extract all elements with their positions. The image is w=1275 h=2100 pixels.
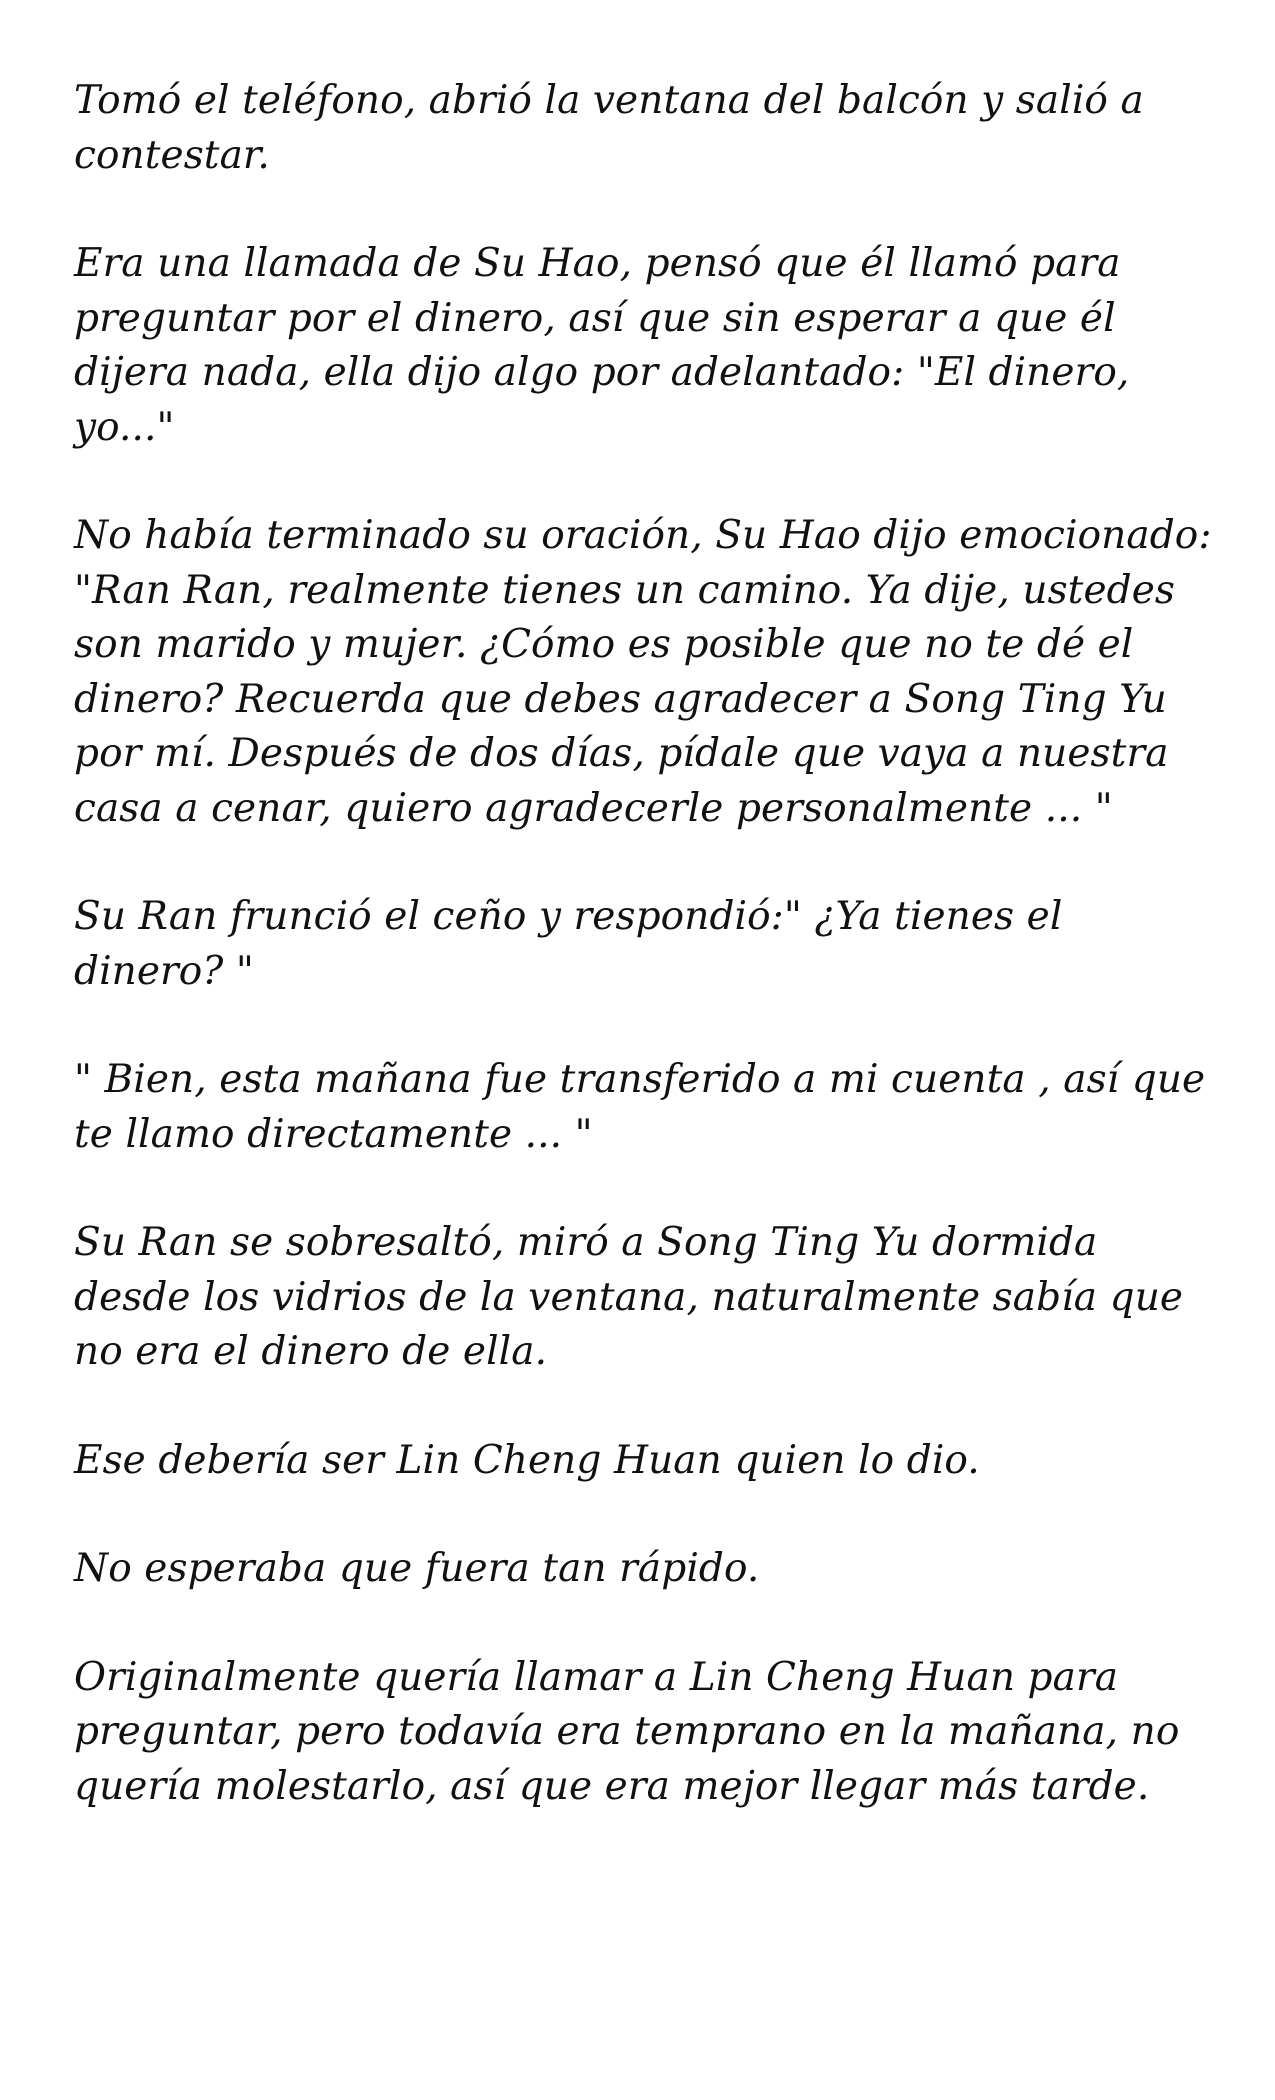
paragraph-7: Ese debería ser Lin Cheng Huan quien lo dio. (74, 1437, 980, 1483)
paragraph-3: No había terminado su oración, Su Hao dijo emocionado: "Ran Ran, realmente tienes un camino. Ya dije, ustedes son marido y mujer. ¿Cómo es posible que no te dé el dinero? Recuerda que debes agradecer a Song Ting Yu por mí. Después de dos días, pídale que vaya a nuestra casa a cenar, quiero agradecerle personalmente ... " (74, 513, 1212, 831)
paragraph-4: Su Ran frunció el ceño y respondió:" ¿Ya tienes el dinero? " (74, 894, 1063, 994)
paragraph-5: " Bien, esta mañana fue transferido a mi cuenta , así que te llamo directamente ... " (74, 1057, 1206, 1157)
paragraph-9: Originalmente quería llamar a Lin Cheng Huan para preguntar, pero todavía era temprano en la mañana, no quería molestarlo, así que era mejor llegar más tarde. (74, 1654, 1180, 1809)
paragraph-1: Tomó el teléfono, abrió la ventana del balcón y salió a contestar. (74, 78, 1144, 178)
paragraph-2: Era una llamada de Su Hao, pensó que él llamó para preguntar por el dinero, así que sin esperar a que él dijera nada, ella dijo algo por adelantado: "El dinero, yo..." (74, 241, 1130, 450)
document-body (74, 74, 1214, 1814)
paragraph-6: Su Ran se sobresaltó, miró a Song Ting Yu dormida desde los vidrios de la ventana, naturalmente sabía que no era el dinero de ella. (74, 1220, 1184, 1374)
paragraph-8: No esperaba que fuera tan rápido. (74, 1546, 760, 1591)
